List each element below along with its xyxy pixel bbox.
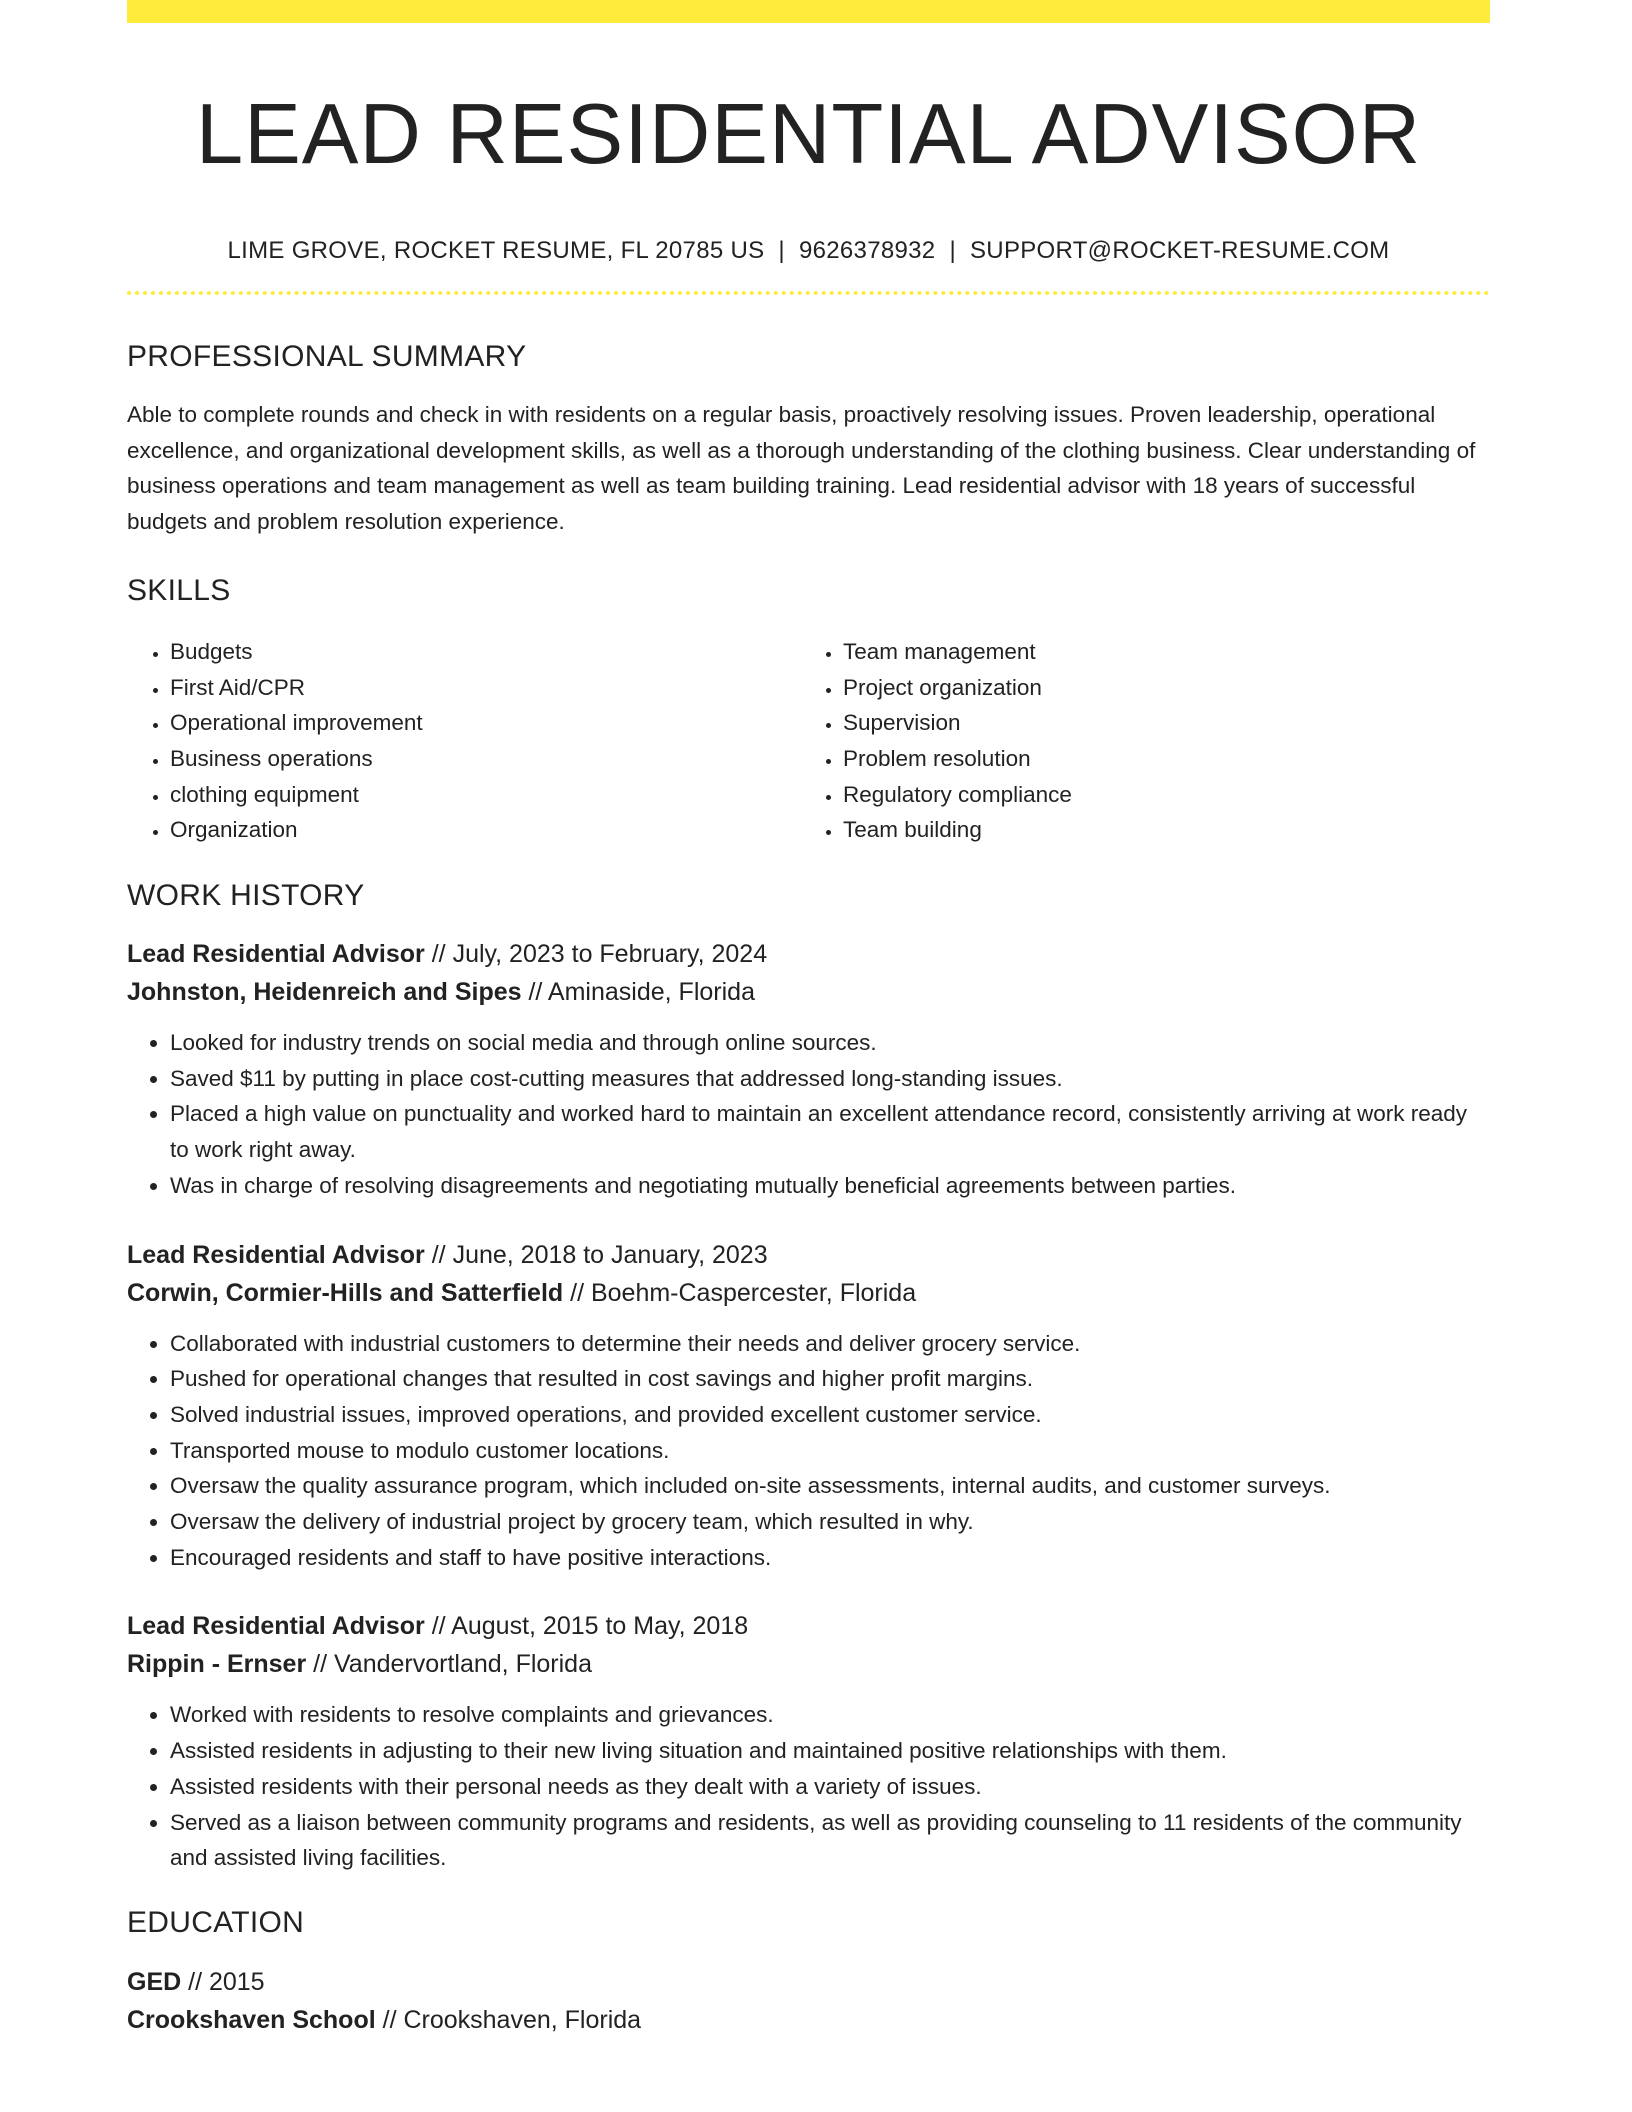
skill-item: • Regulatory compliance	[843, 777, 1473, 813]
education-location: // Crookshaven, Florida	[375, 2005, 642, 2034]
job-role: Lead Residential Advisor	[127, 1612, 425, 1641]
job-bullet: • Oversaw the delivery of industrial project by grocery team, which resulted in why.	[170, 1504, 1490, 1540]
job-role: Lead Residential Advisor	[127, 940, 425, 969]
job-location: // Boehm-Caspercester, Florida	[563, 1278, 917, 1307]
skills-column-left	[127, 634, 800, 848]
job-company-line	[127, 1645, 1490, 1683]
skill-item: • Budgets	[170, 634, 800, 670]
skill-item: • Problem resolution	[843, 741, 1473, 777]
job-bullets	[127, 1025, 1490, 1204]
contact-separator: |	[949, 237, 956, 264]
job-bullet: • Served as a liaison between community programs and residents, as well as providing counseling to 11 residents of the community and assisted living facilities.	[170, 1805, 1490, 1876]
job-company: Corwin, Cormier-Hills and Satterfield	[127, 1278, 564, 1307]
education-entry	[127, 1963, 1490, 2039]
job-bullet: • Looked for industry trends on social media and through online sources.	[170, 1025, 1490, 1061]
resume-title: LEAD RESIDENTIAL ADVISOR	[195, 87, 1422, 182]
skills-list	[127, 634, 1490, 848]
job-bullets	[127, 1697, 1490, 1876]
skill-item: • Operational improvement	[170, 705, 800, 741]
job-location: // Aminaside, Florida	[521, 978, 755, 1007]
skill-item: • Project organization	[843, 670, 1473, 706]
job-bullet: • Transported mouse to modulo customer locations.	[170, 1433, 1490, 1469]
summary-text: Able to complete rounds and check in with residents on a regular basis, proactively resolving issues. Proven leadership, operational excellence, and organizational development skills, as well as a thorough understanding of the clothing business. Clear understanding of business operations and team management as well as team building training. Lead residential advisor with 18 years of successful budgets and problem resolution experience.	[127, 402, 1476, 535]
skill-item: • Organization	[170, 812, 800, 848]
job-bullet: • Saved $11 by putting in place cost-cutting measures that addressed long-standing issues.	[170, 1061, 1490, 1097]
job-role-line	[127, 935, 1490, 973]
education-school: Crookshaven School	[127, 2005, 376, 2034]
education-heading: EDUCATION	[127, 1905, 305, 1939]
work-history-heading: WORK HISTORY	[127, 879, 365, 913]
job-dates: // August, 2015 to May, 2018	[424, 1612, 749, 1641]
education-year: // 2015	[181, 1967, 265, 1996]
job-bullet: • Worked with residents to resolve complaints and grievances.	[170, 1697, 1490, 1733]
skill-item: • Team management	[843, 634, 1473, 670]
job-bullet: • Collaborated with industrial customers to determine their needs and deliver grocery service.	[170, 1326, 1490, 1362]
job-entry	[127, 1607, 1490, 1876]
dotted-divider	[127, 291, 1490, 295]
skill-item: • Business operations	[170, 741, 800, 777]
contact-phone: 9626378932	[798, 237, 936, 264]
resume-page	[127, 0, 1490, 2039]
job-role: Lead Residential Advisor	[127, 1240, 425, 1269]
job-location: // Vandervortland, Florida	[306, 1650, 592, 1679]
job-company: Rippin - Ernser	[127, 1650, 307, 1679]
job-bullet: • Pushed for operational changes that resulted in cost savings and higher profit margins.	[170, 1361, 1490, 1397]
contact-separator: |	[778, 237, 785, 264]
job-bullet: • Encouraged residents and staff to have positive interactions.	[170, 1540, 1490, 1576]
job-dates: // July, 2023 to February, 2024	[424, 940, 768, 969]
skills-heading: SKILLS	[127, 573, 231, 607]
accent-top-bar	[127, 0, 1490, 23]
contact-address: LIME GROVE, ROCKET RESUME, FL 20785 US	[227, 237, 765, 264]
job-bullet: • Solved industrial issues, improved operations, and provided excellent customer service.	[170, 1397, 1490, 1433]
contact-line	[127, 236, 1490, 266]
job-dates: // June, 2018 to January, 2023	[424, 1240, 768, 1269]
contact-email: SUPPORT@ROCKET-RESUME.COM	[970, 237, 1390, 264]
job-company-line	[127, 1274, 1490, 1312]
job-bullet: • Was in charge of resolving disagreements and negotiating mutually beneficial agreements between parties.	[170, 1168, 1490, 1204]
education-degree: GED	[127, 1967, 182, 1996]
job-role-line	[127, 1236, 1490, 1274]
job-company-line	[127, 973, 1490, 1011]
job-company: Johnston, Heidenreich and Sipes	[127, 978, 522, 1007]
skill-item: • clothing equipment	[170, 777, 800, 813]
skill-item: • Supervision	[843, 705, 1473, 741]
job-bullets	[127, 1326, 1490, 1576]
skill-item: • Team building	[843, 812, 1473, 848]
education-degree-line	[127, 1963, 1490, 2001]
job-entry	[127, 935, 1490, 1204]
job-bullet: • Assisted residents in adjusting to their new living situation and maintained positive relationships with them.	[170, 1733, 1490, 1769]
skills-column-right	[800, 634, 1473, 848]
job-role-line	[127, 1607, 1490, 1645]
skill-item: • First Aid/CPR	[170, 670, 800, 706]
summary-heading: PROFESSIONAL SUMMARY	[127, 340, 527, 373]
job-entry	[127, 1236, 1490, 1576]
job-bullet: • Placed a high value on punctuality and worked hard to maintain an excellent attendance record, consistently arriving at work ready to work right away.	[170, 1096, 1490, 1167]
job-bullet: • Assisted residents with their personal needs as they dealt with a variety of issues.	[170, 1769, 1490, 1805]
education-school-line	[127, 2001, 1490, 2039]
job-bullet: • Oversaw the quality assurance program, which included on-site assessments, internal audits, and customer surveys.	[170, 1468, 1490, 1504]
